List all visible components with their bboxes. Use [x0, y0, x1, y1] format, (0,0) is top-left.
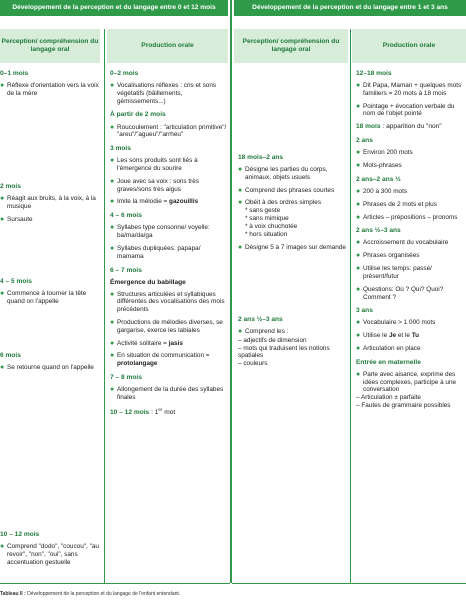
bullet-icon: ●	[0, 543, 5, 551]
comprend-item: – mots qui traduisent les notions spatiales	[238, 344, 330, 360]
bullet-icon: ●	[110, 244, 115, 252]
bullet-icon: ●	[110, 386, 115, 394]
age-heading: 0–1 mois	[0, 70, 29, 77]
list-item	[0, 364, 100, 372]
list-item-text	[117, 352, 228, 368]
order-item: * sans mimique	[245, 215, 289, 223]
bullet-icon: ●	[356, 285, 361, 293]
list-item-text: Comprend "dodo", "coucou", "au revoir", "non", "oui", sans accentuation gestuelle	[7, 543, 99, 566]
age-heading: 6 – 7 mois	[110, 266, 142, 274]
dash-item: – Fautes de grammaire possibles	[356, 402, 451, 410]
list-item-text: Se retourne quand on l'appelle	[7, 364, 94, 372]
imite-text: Imite la mélodie =	[117, 198, 170, 206]
bullet-icon: ●	[356, 265, 361, 273]
right-perception-block-2	[238, 316, 346, 368]
list-item	[110, 82, 228, 105]
list-item	[110, 340, 228, 348]
bullet-icon: ●	[356, 102, 361, 110]
list-item-text: Sursaute	[7, 215, 33, 223]
age-heading: 3 mois	[110, 145, 131, 153]
list-item-text	[245, 199, 346, 238]
list-item	[356, 82, 466, 98]
list-item	[110, 386, 228, 402]
right-col2-header	[352, 29, 466, 63]
tu-strong: Tu	[411, 332, 420, 340]
right-production-block	[356, 70, 466, 410]
list-item-text: Environ 200 mots	[363, 149, 413, 157]
table-divider	[230, 0, 232, 583]
list-item-text: Pointage + évocation verbale du nom de l'objet pointé	[363, 102, 455, 118]
list-item	[110, 178, 228, 194]
left-perception-block-5	[0, 531, 100, 571]
list-item	[238, 244, 346, 252]
list-item	[238, 187, 346, 195]
bullet-icon: ●	[110, 123, 115, 131]
left-col1-header-text: Perception/ compréhension du langage oral	[1, 37, 99, 53]
bullet-icon: ●	[0, 215, 5, 223]
comprend-title: Comprend les :	[245, 328, 289, 336]
dash-item: – Articulation ± parfaite	[356, 394, 421, 402]
no-appearance-line	[356, 123, 466, 131]
list-item-text: Désigne les parties du corps, animaux, objets usuels	[245, 166, 328, 181]
age-heading: 7 – 8 mois	[110, 374, 142, 382]
list-item-text: Phrases de 2 mots et plus	[363, 200, 437, 208]
comprend-item: – adjectifs de dimension	[238, 336, 307, 344]
bullet-icon: ●	[110, 157, 115, 165]
je-strong: Je	[388, 332, 397, 340]
list-item-text	[245, 328, 346, 336]
bullet-icon: ●	[356, 149, 361, 157]
list-item-text: Articles – prépositions – pronoms	[363, 213, 458, 221]
right-col1-header-text: Perception/ compréhension du langage oral	[242, 37, 340, 53]
left-perception-block-3	[0, 278, 100, 311]
list-item	[356, 319, 466, 327]
list-item-text: Joue avec sa voix : sons très graves/sons très aigus	[117, 177, 200, 193]
age-heading: 4 – 5 mois	[0, 278, 32, 285]
age-heading: 2 ans ½–3 ans	[238, 316, 283, 323]
right-col1-header	[234, 29, 348, 63]
bullet-icon: ●	[110, 224, 115, 232]
age-heading: 12–18 mois	[356, 70, 392, 77]
list-item-text: Articulation en place	[363, 345, 421, 352]
bullet-icon: ●	[356, 188, 361, 195]
right-perception-block-1	[238, 154, 346, 256]
list-item-text: Syllabes dupliquées: papapa/ mamama	[117, 244, 201, 260]
bullet-icon: ●	[238, 328, 243, 336]
activite-strong: jasis	[168, 339, 183, 347]
age-heading: 18 mois	[356, 123, 381, 131]
left-bottom-rule	[0, 583, 230, 584]
caption-label: Tableau II :	[0, 591, 28, 597]
right-table-title	[234, 0, 466, 16]
list-item	[110, 157, 228, 173]
bullet-icon: ●	[356, 162, 361, 170]
age-heading: 2 ans–2 ans ½	[356, 175, 401, 183]
age-heading: 6 mois	[0, 352, 21, 359]
list-item	[110, 291, 228, 314]
bullet-icon: ●	[356, 345, 361, 352]
bullet-icon: ●	[238, 199, 243, 207]
list-item	[356, 214, 466, 222]
list-item-text: Comprend des phrases courtes	[245, 186, 335, 194]
age-heading: 2 mois	[0, 183, 21, 190]
list-item	[110, 124, 228, 140]
list-item-text: Mots-phrases	[363, 162, 402, 170]
age-heading: 10 – 12 mois	[0, 531, 40, 538]
list-item-text	[363, 332, 466, 340]
imite-strong: gazouillis	[169, 198, 199, 206]
bullet-icon: ●	[356, 213, 361, 221]
list-item	[356, 265, 466, 281]
comprend-item: – couleurs	[238, 360, 268, 368]
bullet-icon: ●	[356, 252, 361, 260]
left-perception-block-4	[0, 352, 100, 377]
list-item-text: Vocabulaire > 1 000 mots	[363, 319, 436, 327]
list-item-text: Productions de mélodies diverses, se gargarise, exerce les labiales	[117, 319, 223, 334]
left-col1-header	[0, 29, 100, 63]
right-bottom-rule	[232, 583, 466, 584]
utilise-text: Utilise le	[363, 332, 389, 340]
order-item: * à voix chuchotée	[245, 222, 298, 230]
list-item-text: Dit Papa, Maman + quelques mots familiers = 20 mots à 18 mois	[363, 82, 462, 97]
bullet-icon: ●	[110, 198, 115, 206]
first-word-text: : 1	[149, 408, 159, 416]
bullet-icon: ●	[356, 200, 361, 208]
age-heading: 18 mois–2 ans	[238, 154, 284, 161]
age-heading: 3 ans	[356, 307, 373, 315]
bullet-icon: ●	[238, 166, 243, 174]
bullet-icon: ●	[110, 290, 115, 298]
list-item	[356, 239, 466, 247]
list-item	[0, 216, 100, 224]
age-heading: 10 – 12 mois	[110, 408, 150, 416]
list-item	[356, 188, 466, 196]
list-item-text: Questions: Où ? Qui? Quoi? Comment ?	[363, 285, 444, 301]
no-appearance-text: : apparition du "non"	[382, 123, 442, 131]
list-item-text: Accroissement du vocabulaire	[363, 239, 449, 247]
left-perception-block-1	[0, 70, 100, 103]
list-item	[0, 290, 100, 306]
list-item	[356, 286, 466, 302]
list-item	[356, 103, 466, 119]
list-item-text: Désigne 5 à 7 images sur demande	[245, 243, 346, 251]
age-heading: À partir de 2 mois	[110, 111, 166, 119]
orders-title: Obéit à des ordres simples	[245, 199, 322, 207]
list-item-text: Réflexe d'orientation vers la voix de la mère	[7, 82, 99, 97]
left-production-block	[110, 70, 228, 421]
list-item-text: Commence à tourner la tête quand on l'appelle	[7, 290, 87, 305]
list-item	[356, 332, 466, 340]
order-item: * hors situation	[245, 230, 288, 238]
situation-text: En situation de communication =	[117, 352, 210, 360]
list-item-text: Roucoulement : "articulation primitive"/ "areu"/"agueu"/"arrheu"	[117, 123, 227, 139]
list-item	[110, 245, 228, 261]
age-heading: 4 – 6 mois	[110, 212, 142, 220]
age-heading: Entrée en maternelle	[356, 358, 421, 366]
left-table-title-text: Développement de la perception et du langage entre 0 et 12 mois	[12, 3, 216, 11]
age-heading: 2 ans ½–3 ans	[356, 227, 401, 235]
list-item-text	[117, 198, 228, 206]
list-item	[238, 166, 346, 182]
bullet-icon: ●	[356, 332, 361, 340]
list-item-text: Allongement de la durée des syllabes finales	[117, 386, 224, 401]
left-perception-block-2	[0, 183, 100, 228]
right-table-title-text: Développement de la perception et du langage entre 1 et 3 ans	[252, 3, 448, 11]
list-item-text: Utilise les temps: passé/ présent/futur	[363, 265, 432, 280]
bullet-icon: ●	[0, 195, 5, 203]
babillage-heading: Émergence du babillage	[110, 278, 186, 286]
list-item	[356, 149, 466, 157]
bullet-icon: ●	[356, 319, 361, 327]
list-item-text: Les sons produits sont liés à l'émergence du sourire	[117, 157, 198, 172]
list-item-text: Phrases organisées	[363, 252, 420, 260]
bullet-icon: ●	[0, 364, 5, 372]
first-word-tail: mot	[162, 408, 176, 416]
list-item	[356, 252, 466, 260]
list-item	[110, 352, 228, 368]
list-item	[110, 198, 228, 206]
list-item	[356, 201, 466, 209]
list-item-text: Syllabes type consonne/ voyelle: ba/ma/da/ga	[117, 224, 210, 240]
caption-text: Développement de la perception et du langage de l'enfant entendant.	[27, 591, 181, 597]
comprend-list	[238, 337, 346, 368]
bullet-icon: ●	[110, 177, 115, 185]
left-col2-header	[107, 29, 228, 63]
right-col2-header-text: Production orale	[382, 41, 436, 49]
right-column-divider	[350, 29, 351, 583]
left-col2-header-text: Production orale	[141, 41, 194, 49]
list-item	[356, 371, 466, 394]
left-column-divider	[104, 29, 105, 583]
bullet-icon: ●	[110, 319, 115, 326]
order-item: * sans geste	[245, 207, 281, 215]
list-item-text: 200 à 300 mots	[363, 188, 408, 195]
list-item	[356, 345, 466, 353]
bullet-icon: ●	[110, 352, 115, 360]
list-item	[356, 162, 466, 170]
list-item-text	[117, 340, 228, 348]
left-table-title	[0, 0, 228, 16]
list-item	[0, 543, 100, 566]
table-caption	[0, 591, 180, 597]
activite-text: Activité solitaire =	[117, 339, 169, 347]
list-item	[0, 82, 100, 98]
bullet-icon: ●	[238, 186, 243, 194]
et-text: et le	[396, 332, 412, 340]
bullet-icon: ●	[356, 82, 361, 90]
bullet-icon: ●	[110, 339, 115, 347]
list-item-text: Parle avec aisance, exprime des idées complexes, participe à une conversation	[363, 370, 457, 394]
age-heading: 2 ans	[356, 137, 373, 145]
list-item	[238, 328, 346, 336]
age-heading: 0–2 mois	[110, 70, 139, 77]
list-item	[110, 319, 228, 335]
list-item	[238, 199, 346, 238]
list-item	[110, 224, 228, 240]
bullet-icon: ●	[238, 243, 243, 251]
list-item-text: Structures articulées et syllabiques différentes des vocalisations des mois précédents	[117, 290, 225, 314]
list-item-text: Réagit aux bruits, à la voix, à la musique	[7, 195, 96, 210]
bullet-icon: ●	[0, 82, 5, 90]
list-item-text: Vocalisations réflexes : cris et sons végétatifs (bâillements, gémissements...)	[117, 82, 217, 105]
bullet-icon: ●	[356, 239, 361, 247]
bullet-icon: ●	[110, 82, 115, 90]
first-word-line	[110, 407, 228, 417]
bullet-icon: ●	[0, 290, 5, 298]
first-word-sup: er	[158, 406, 163, 412]
situation-strong: protolangage	[117, 360, 158, 368]
list-item	[0, 195, 100, 211]
bullet-icon: ●	[356, 370, 361, 378]
